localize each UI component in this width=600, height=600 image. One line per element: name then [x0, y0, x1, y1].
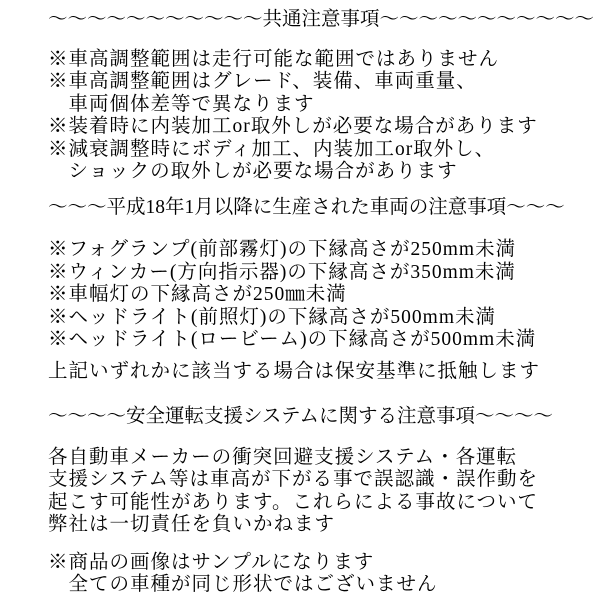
text-line: ショックの取外しが必要な場合があります [48, 161, 458, 182]
text-line: 起こす可能性があります。これらによる事故について [48, 491, 539, 513]
text-line: ※フォグランプ(前部霧灯)の下縁高さが250mm未満 [48, 239, 517, 260]
text-line: ※車高調整範囲はグレード、装備、車両重量、 [48, 71, 477, 92]
text-line: ※商品の画像はサンプルになります [48, 551, 375, 573]
paragraph-safety-standard-warning [48, 361, 600, 384]
text-line: ※ウィンカー(方向指示器)の下縁高さが350mm未満 [48, 261, 516, 283]
header-common-notes: ～～～～～～～～～～～共通注意事項～～～～～～～～～～～ [48, 9, 595, 30]
text-line: ※減衰調整時にボディ加工、内装加工or取外し、 [48, 138, 496, 160]
text-line: ※車高調整範囲は走行可能な範囲ではありません [48, 48, 500, 70]
text-line: ※車幅灯の下縁高さが250㎜未満 [48, 284, 347, 305]
text-line: ※ヘッドライト(前照灯)の下縁高さが500mm未満 [48, 306, 496, 328]
paragraph-height-adjust-notes [48, 49, 600, 184]
text-line: 全ての車種が同じ形状ではございません [48, 574, 438, 595]
text-line: 支援システム等は車高が下がる事で誤認識・誤作動を [48, 469, 539, 490]
text-line: 上記いずれかに該当する場合は保安基準に抵触します [48, 360, 541, 382]
text-line: ※ヘッドライト(ロービーム)の下縁高さが500mm未満 [48, 329, 537, 350]
text-line: ※装着時に内装加工or取外しが必要な場合があります [48, 116, 538, 137]
text-line: 弊社は一切責任を負いかねます [48, 514, 336, 535]
paragraph-lamp-height-rules [48, 239, 600, 352]
paragraph-driver-assist-warning [48, 447, 600, 537]
text-line: 車両個体差等で異なります [48, 93, 315, 115]
header-driver-assist-systems: ～～～～安全運転支援システムに関する注意事項～～～～ [48, 406, 554, 427]
paragraph-sample-image-note [48, 552, 600, 597]
header-post-heisei18-vehicles: ～～～平成18年1月以降に生産された車両の注意事項～～～ [48, 196, 565, 218]
text-line: 各自動車メーカーの衝突回避支援システム・各運転 [48, 446, 518, 468]
